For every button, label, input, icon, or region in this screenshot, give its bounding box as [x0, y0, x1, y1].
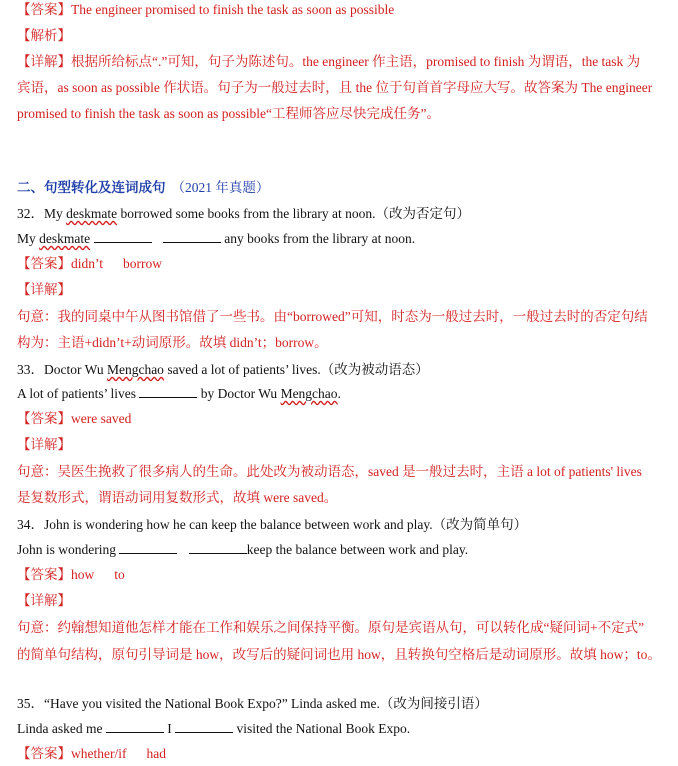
q32-fill-line: My deskmate any books from the library at noon.: [17, 231, 416, 246]
q33-detail-tag: 【详解】: [17, 437, 71, 452]
q33-question: 33．Doctor Wu Mengchao saved a lot of patients’ lives.（改为被动语态）: [17, 362, 429, 377]
section-year: （2021 年真题）: [171, 180, 270, 195]
q34-question: 34．John is wondering how he can keep the balance between work and play.（改为简单句）: [17, 517, 528, 532]
answer-blank[interactable]: [163, 230, 221, 243]
detail-tag: 【详解】: [17, 54, 71, 69]
answer-blank[interactable]: [175, 720, 233, 733]
q34-answer-line: 【答案】how to: [17, 567, 125, 582]
answer-tag: 【答案】: [17, 2, 71, 17]
q33-answer-line: 【答案】were saved: [17, 411, 132, 426]
prev-detail-line: [17, 52, 668, 72]
answer-blank[interactable]: [119, 541, 177, 554]
answer-blank[interactable]: [139, 385, 197, 398]
q32-detail-line-1: 句意：我的同桌中午从图书馆借了一些书。由“borrowed”可知，时态为一般过去时，一般过去时的否定句结: [17, 309, 648, 324]
q32-detail-tag: 【详解】: [17, 282, 71, 297]
q33-detail-line-1: 句意：吴医生挽救了很多病人的生命。此处改为被动语态，saved 是一般过去时，主语 a lot of patients' lives: [17, 464, 642, 479]
answer-blank[interactable]: [189, 541, 247, 554]
q35-answer-line: 【答案】whether/if had: [17, 746, 166, 761]
q32-detail-line-2: 构为：主语+didn’t+动词原形。故填 didn’t；borrow。: [17, 335, 328, 350]
prev-detail-line-3: promised to finish the task as soon as possible“工程师答应尽快完成任务”。: [17, 106, 440, 121]
q32-question: 32．My deskmate borrowed some books from the library at noon.（改为否定句）: [17, 206, 470, 221]
q34-detail-line-2: 的简单句结构，原句引导词是 how，改写后的疑问词也用 how，且转换句空格后是动词原形。故填 how；to。: [17, 647, 661, 662]
detail-text: 根据所给标点“.”可知，句子为陈述句。the engineer 作主语，promised to finish 为谓语，the task 为: [71, 54, 641, 69]
answer-text: The engineer promised to finish the task as soon as possible: [71, 2, 395, 17]
answer-blank[interactable]: [106, 720, 164, 733]
prev-detail-line-2: 宾语，as soon as possible 作状语。句子为一般过去时，且 the 位于句首首字母应大写。故答案为 The engineer: [17, 80, 653, 95]
prev-answer-line: [17, 0, 668, 20]
analysis-tag: 【解析】: [17, 28, 71, 43]
q34-detail-line-1: 句意：约翰想知道他怎样才能在工作和娱乐之间保持平衡。原句是宾语从句，可以转化成“疑问词+不定式”: [17, 620, 645, 635]
answer-blank[interactable]: [94, 230, 152, 243]
q33-fill-line: A lot of patients’ lives by Doctor Wu Mengchao.: [17, 386, 341, 401]
q34-fill-line: John is wondering keep the balance between work and play.: [17, 542, 469, 557]
q33-detail-line-2: 是复数形式，谓语动词用复数形式，故填 were saved。: [17, 490, 338, 505]
q35-question: 35．“Have you visited the National Book Expo?” Linda asked me.（改为间接引语）: [17, 696, 488, 711]
section-heading: [17, 178, 668, 198]
section-title: 二、句型转化及连词成句: [17, 180, 166, 195]
q32-answer-line: 【答案】didn’t borrow: [17, 256, 163, 271]
q35-fill-line: Linda asked me I visited the National Book Expo.: [17, 721, 411, 736]
q34-detail-tag: 【详解】: [17, 593, 71, 608]
